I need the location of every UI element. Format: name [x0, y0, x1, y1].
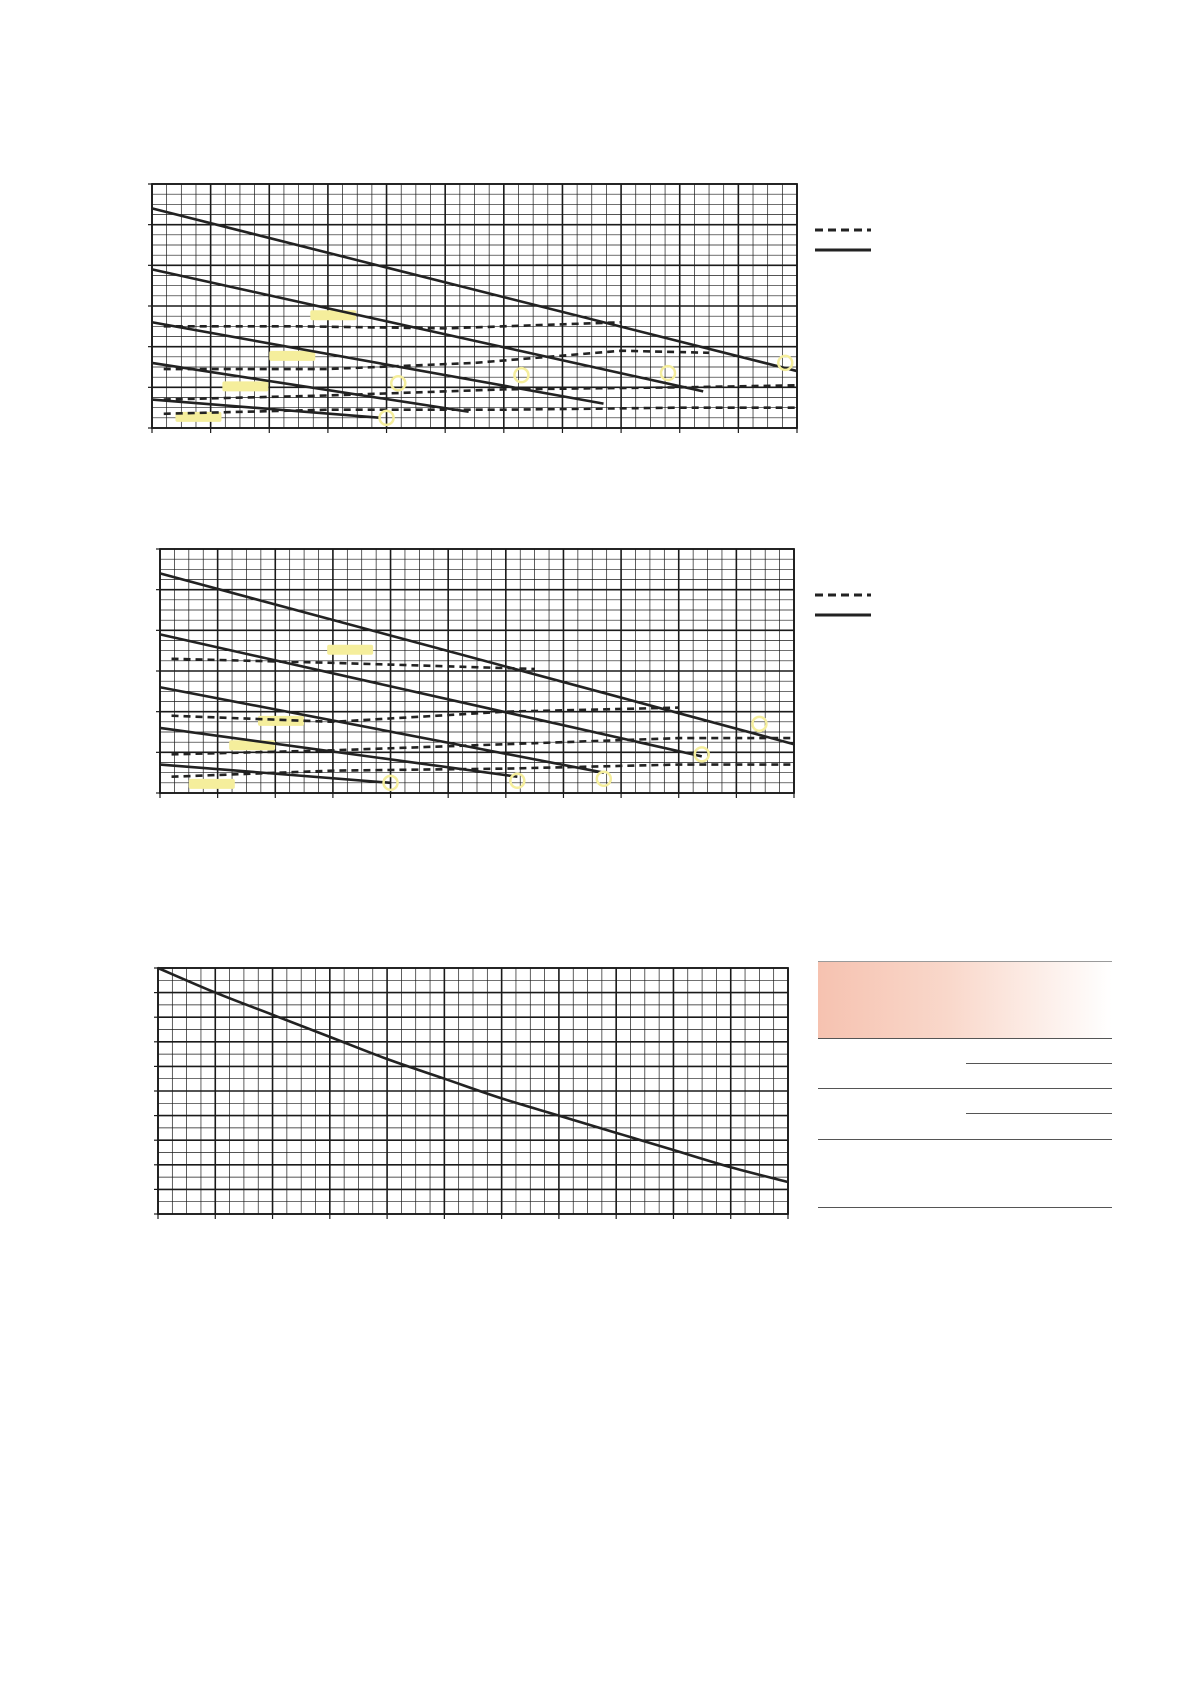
curve-end-marker — [514, 368, 528, 382]
spec-table — [818, 961, 1112, 1209]
curve-end-marker — [597, 772, 611, 786]
chart-3 — [156, 966, 796, 1222]
label-highlight — [222, 381, 268, 391]
label-highlight — [310, 310, 356, 320]
curve-end-marker — [391, 376, 405, 390]
table-rule — [966, 1113, 1112, 1114]
chart-1 — [150, 182, 805, 436]
label-highlight — [269, 351, 315, 361]
dashed-curve — [172, 708, 679, 722]
dashed-curve — [172, 765, 794, 777]
legend-1 — [815, 220, 875, 256]
spec-table-header — [818, 961, 1112, 1038]
table-rule — [818, 1088, 1112, 1089]
table-rule — [966, 1063, 1112, 1064]
label-highlight — [327, 645, 373, 655]
solid-curve — [152, 322, 604, 403]
chart-2 — [158, 547, 802, 801]
dashed-curve — [164, 351, 709, 369]
solid-curve — [160, 687, 604, 772]
legend-2 — [815, 585, 875, 621]
label-highlight — [189, 779, 235, 789]
curve-end-marker — [661, 366, 675, 380]
table-rule — [818, 1038, 1112, 1039]
table-rule — [818, 1139, 1112, 1140]
curve-end-marker — [752, 717, 766, 731]
table-rule — [818, 1207, 1112, 1208]
